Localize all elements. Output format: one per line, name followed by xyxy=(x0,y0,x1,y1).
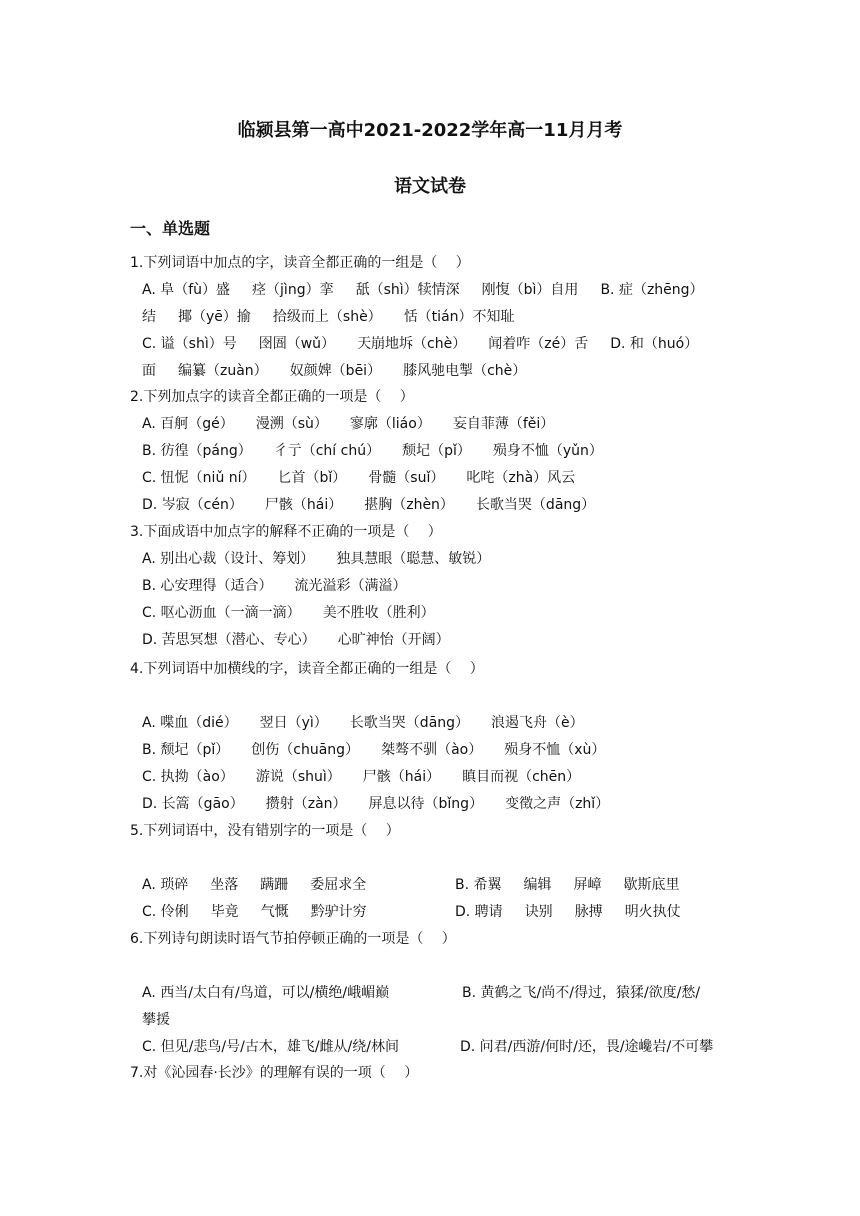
option-text: D. 岑寂（cén） xyxy=(142,497,243,513)
option-text: 流光溢彩（满溢） xyxy=(294,578,407,594)
option-d xyxy=(142,629,742,649)
option-b xyxy=(142,575,742,595)
option-text: 结 xyxy=(142,309,156,325)
option-text: A. 别出心裁（设计、筹划） xyxy=(142,551,315,567)
option-text: 长歌当哭（dāng） xyxy=(475,497,596,513)
option-text: 揕胸（zhèn） xyxy=(364,497,454,513)
question-1-line xyxy=(142,360,742,380)
option-b xyxy=(142,440,742,460)
option-c xyxy=(142,766,742,786)
option-text: 桀骜不驯（ào） xyxy=(381,742,483,758)
option-text: B. 心安理得（适合） xyxy=(142,578,273,594)
option-text: 诀别 xyxy=(524,904,553,920)
question-1-line xyxy=(142,333,742,353)
option-text: 心旷神怡（开阔） xyxy=(337,632,450,648)
option-text: 彳亍（chí chú） xyxy=(273,443,381,459)
option-text: 天崩地坼（chè） xyxy=(357,336,467,352)
option-text: 面 xyxy=(142,363,156,379)
option-b-continued: 攀援 xyxy=(142,1012,170,1028)
question-3-stem: 3.下面成语中加点字的解释不正确的一项是（ ） xyxy=(130,524,442,540)
option-text: 编纂（zuàn） xyxy=(178,363,268,379)
option-a xyxy=(142,548,742,568)
option-text: B. 彷徨（páng） xyxy=(142,443,252,459)
option-text: 创伤（chuāng） xyxy=(251,742,360,758)
option-text: 痉（jìng）挛 xyxy=(252,282,334,298)
option-text: 舐（shì）犊情深 xyxy=(355,282,460,298)
option-text: 攒射（zàn） xyxy=(265,796,347,812)
option-text: 殒身不恤（yǔn） xyxy=(492,443,603,459)
question-1-line xyxy=(142,306,742,326)
option-text: 变徵之声（zhǐ） xyxy=(505,796,610,812)
exam-subtitle: 语文试卷 xyxy=(394,176,466,197)
option-text: 漫溯（sù） xyxy=(255,416,328,432)
option-text: A. 百舸（gé） xyxy=(142,416,234,432)
section-title: 一、单选题 xyxy=(130,219,211,238)
option-text: 美不胜收（胜利） xyxy=(322,605,435,621)
option-text: 委屈求全 xyxy=(310,877,367,893)
option-text: D. 长篙（gāo） xyxy=(142,796,244,812)
option-text: 气慨 xyxy=(260,904,289,920)
option-c xyxy=(142,602,742,622)
option-text: 屏息以待（bǐng） xyxy=(368,796,484,812)
question-5-stem: 5.下列词语中，没有错别字的一项是（ ） xyxy=(130,823,400,839)
option-text: 颓圮（pǐ） xyxy=(402,443,471,459)
option-text: 揶（yē）揄 xyxy=(178,309,251,325)
option-text: C. 执拗（ào） xyxy=(142,769,234,785)
option-text: B. 希翼 xyxy=(455,877,502,893)
option-text: 恬（tián）不知耻 xyxy=(403,309,515,325)
option-c: C. 但见/悲鸟/号/古木，雄飞/雌从/绕/林间 xyxy=(142,1039,399,1055)
option-text: C. 谥（shì）号 xyxy=(142,336,237,352)
option-text: D. 聘请 xyxy=(455,904,503,920)
option-d: D. 问君/西游/何时/还，畏/途巉岩/不可攀 xyxy=(460,1039,714,1055)
option-text: 坐落 xyxy=(210,877,239,893)
option-a xyxy=(142,874,366,894)
option-text: 刚愎（bì）自用 xyxy=(481,282,579,298)
option-d xyxy=(455,901,681,921)
option-text: 游说（shuì） xyxy=(255,769,341,785)
option-text: B. 症（zhēng） xyxy=(600,282,704,298)
option-text: 瞋目而视（chēn） xyxy=(462,769,581,785)
option-text: 毕竟 xyxy=(210,904,239,920)
option-b: B. 黄鹤之飞/尚不/得过，猿猱/欲度/愁/ xyxy=(462,985,701,1001)
option-a xyxy=(142,712,742,732)
option-text: 拾级而上（shè） xyxy=(272,309,382,325)
option-text: 长歌当哭（dāng） xyxy=(349,715,470,731)
option-text: 殒身不恤（xù） xyxy=(504,742,606,758)
option-text: 翌日（yì） xyxy=(259,715,328,731)
option-text: 蹒跚 xyxy=(260,877,289,893)
option-text: 明火执仗 xyxy=(624,904,681,920)
option-text: 奴颜婢（bēi） xyxy=(289,363,382,379)
option-text: 独具慧眼（聪慧、敏锐） xyxy=(336,551,491,567)
question-7-stem: 7.对《沁园春·长沙》的理解有误的一项（ ） xyxy=(130,1065,419,1081)
option-b xyxy=(142,739,742,759)
option-text: 屏嶂 xyxy=(573,877,602,893)
question-6-stem: 6.下列诗句朗读时语气节拍停顿正确的一项是（ ） xyxy=(130,931,456,947)
option-text: 匕首（bǐ） xyxy=(277,470,347,486)
option-text: 骨髓（suǐ） xyxy=(368,470,445,486)
option-text: 歇斯底里 xyxy=(623,877,680,893)
option-text: 囹圄（wǔ） xyxy=(258,336,336,352)
option-text: A. 喋血（dié） xyxy=(142,715,238,731)
option-b xyxy=(455,874,680,894)
option-text: 膝风驰电掣（chè） xyxy=(403,363,527,379)
option-text: A. 琐碎 xyxy=(142,877,189,893)
option-text: 浪遏飞舟（è） xyxy=(491,715,584,731)
option-text: 编辑 xyxy=(523,877,552,893)
option-text: 脉搏 xyxy=(574,904,603,920)
option-c xyxy=(142,901,367,921)
option-text: D. 和（huó） xyxy=(610,336,699,352)
option-text: D. 苦思冥想（潜心、专心） xyxy=(142,632,316,648)
exam-title: 临颍县第一高中2021-2022学年高一11月月考 xyxy=(237,120,623,141)
option-text: 寥廓（liáo） xyxy=(349,416,431,432)
option-text: 黔驴计穷 xyxy=(310,904,367,920)
option-text: 闻着咋（zé）舌 xyxy=(488,336,589,352)
option-text: 尸骸（hái） xyxy=(362,769,441,785)
option-c xyxy=(142,467,742,487)
question-2-stem: 2.下列加点字的读音全都正确的一项是（ ） xyxy=(130,389,414,405)
option-text: A. 阜（fù）盛 xyxy=(142,282,231,298)
option-text: 叱咤（zhà）风云 xyxy=(466,470,576,486)
option-d xyxy=(142,793,742,813)
question-4-stem: 4.下列词语中加横线的字，读音全都正确的一组是（ ） xyxy=(130,661,484,677)
option-text: B. 颓圮（pǐ） xyxy=(142,742,230,758)
option-text: C. 呕心沥血（一滴一滴） xyxy=(142,605,301,621)
option-d xyxy=(142,494,742,514)
question-1-line xyxy=(142,279,742,299)
option-text: C. 伶俐 xyxy=(142,904,189,920)
option-text: 妄自菲薄（fěi） xyxy=(452,416,555,432)
option-text: C. 忸怩（niǔ ní） xyxy=(142,470,256,486)
question-1-stem: 1.下列词语中加点的字，读音全都正确的一组是（ ） xyxy=(130,255,470,271)
option-a xyxy=(142,413,742,433)
option-text: 尸骸（hái） xyxy=(264,497,343,513)
option-a: A. 西当/太白有/鸟道，可以/横绝/峨嵋巅 xyxy=(142,985,390,1001)
